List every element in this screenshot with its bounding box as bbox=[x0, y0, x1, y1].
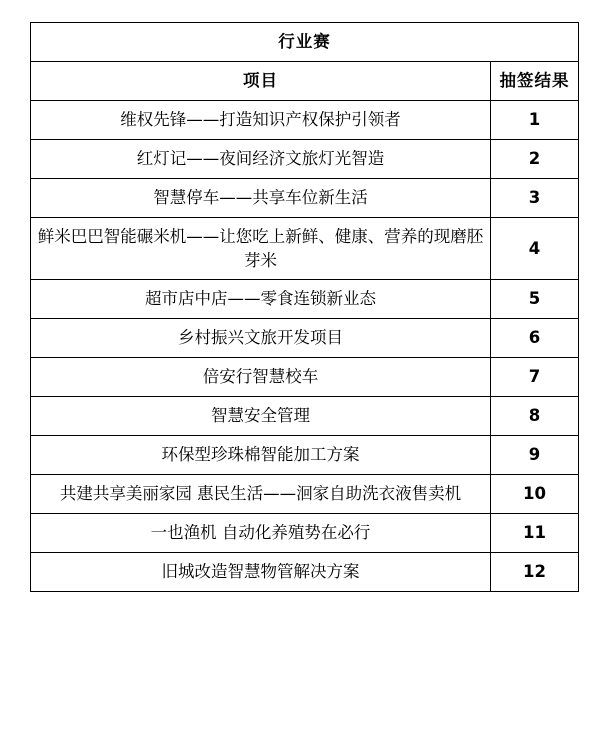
lottery-result-table bbox=[30, 22, 579, 592]
project-name: 旧城改造智慧物管解决方案 bbox=[31, 552, 491, 591]
project-name: 智慧安全管理 bbox=[31, 397, 491, 436]
table-row bbox=[31, 139, 579, 178]
project-name: 倍安行智慧校车 bbox=[31, 358, 491, 397]
table-row bbox=[31, 513, 579, 552]
table-row bbox=[31, 100, 579, 139]
draw-result: 6 bbox=[491, 319, 579, 358]
table-row bbox=[31, 475, 579, 514]
column-header-result: 抽签结果 bbox=[491, 61, 579, 100]
project-name: 智慧停车——共享车位新生活 bbox=[31, 178, 491, 217]
table-title-row bbox=[31, 23, 579, 62]
draw-result: 3 bbox=[491, 178, 579, 217]
project-name: 一也渔机 自动化养殖势在必行 bbox=[31, 513, 491, 552]
table-row bbox=[31, 178, 579, 217]
table-row bbox=[31, 319, 579, 358]
project-name: 环保型珍珠棉智能加工方案 bbox=[31, 436, 491, 475]
table-row bbox=[31, 280, 579, 319]
project-name: 共建共享美丽家园 惠民生活——洄家自助洗衣液售卖机 bbox=[31, 475, 491, 514]
project-name: 红灯记——夜间经济文旅灯光智造 bbox=[31, 139, 491, 178]
project-name: 超市店中店——零食连锁新业态 bbox=[31, 280, 491, 319]
project-name: 鲜米巴巴智能碾米机——让您吃上新鲜、健康、营养的现磨胚芽米 bbox=[31, 217, 491, 280]
column-header-project: 项目 bbox=[31, 61, 491, 100]
table-header-row bbox=[31, 61, 579, 100]
draw-result: 9 bbox=[491, 436, 579, 475]
table-row bbox=[31, 436, 579, 475]
draw-result: 8 bbox=[491, 397, 579, 436]
table-row bbox=[31, 358, 579, 397]
table-row bbox=[31, 217, 579, 280]
table-row bbox=[31, 397, 579, 436]
draw-result: 2 bbox=[491, 139, 579, 178]
project-name: 乡村振兴文旅开发项目 bbox=[31, 319, 491, 358]
draw-result: 11 bbox=[491, 513, 579, 552]
draw-result: 5 bbox=[491, 280, 579, 319]
draw-result: 10 bbox=[491, 475, 579, 514]
draw-result: 7 bbox=[491, 358, 579, 397]
project-name: 维权先锋——打造知识产权保护引领者 bbox=[31, 100, 491, 139]
table-row bbox=[31, 552, 579, 591]
table-title: 行业赛 bbox=[31, 23, 579, 62]
draw-result: 1 bbox=[491, 100, 579, 139]
draw-result: 4 bbox=[491, 217, 579, 280]
table-body bbox=[31, 23, 579, 592]
draw-result: 12 bbox=[491, 552, 579, 591]
